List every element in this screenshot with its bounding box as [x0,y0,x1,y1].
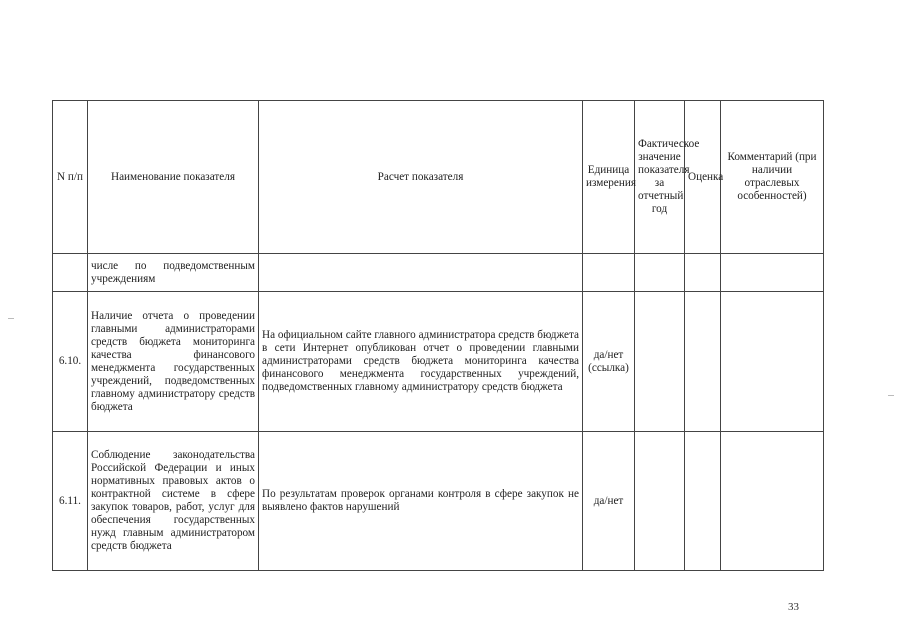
row-comment [721,432,824,571]
row-value [635,432,685,571]
row-score [685,432,721,571]
header-comment: Комментарий (при наличии отраслевых особенностей) [721,101,824,254]
row-name: числе по подведомственным учреждениям [88,254,259,292]
indicator-table [52,100,824,571]
table-header-row [53,101,824,254]
row-unit [583,254,635,292]
header-num: N п/п [53,101,88,254]
header-unit: Единица измерения [583,101,635,254]
row-value [635,254,685,292]
table-row [53,432,824,571]
row-num [53,254,88,292]
row-comment [721,254,824,292]
row-comment [721,292,824,432]
row-value [635,292,685,432]
header-name: Наименование показателя [88,101,259,254]
page-number: 33 [788,601,799,613]
row-calc [259,254,583,292]
row-unit: да/нет (ссылка) [583,292,635,432]
header-calc: Расчет показателя [259,101,583,254]
scan-artifact-right [888,395,894,396]
row-name: Соблюдение законодательства Российской Федерации и иных нормативных правовых актов о контрактной системе в сфере закупок товаров, работ, услуг для обеспечения государственных нужд главным администратором средств бюджета [88,432,259,571]
row-score [685,292,721,432]
row-score [685,254,721,292]
row-num: 6.11. [53,432,88,571]
header-value: Фактическое значение показателя за отчетный год [635,101,685,254]
row-name: Наличие отчета о проведении главными администраторами средств бюджета мониторинга качества финансового менеджмента государственных учреждений, подведомственных главному администратору средств бюджета [88,292,259,432]
row-num: 6.10. [53,292,88,432]
row-calc: На официальном сайте главного администратора средств бюджета в сети Интернет опубликован отчет о проведении главными администраторами средств бюджета мониторинга качества финансового менеджмента государственных учреждений, подведомственных главному администратору средств бюджета [259,292,583,432]
scan-artifact-left [8,318,14,319]
header-score: Оценка [685,101,721,254]
row-calc: По результатам проверок органами контроля в сфере закупок не выявлено фактов нарушений [259,432,583,571]
row-unit: да/нет [583,432,635,571]
table-row [53,254,824,292]
table-row [53,292,824,432]
